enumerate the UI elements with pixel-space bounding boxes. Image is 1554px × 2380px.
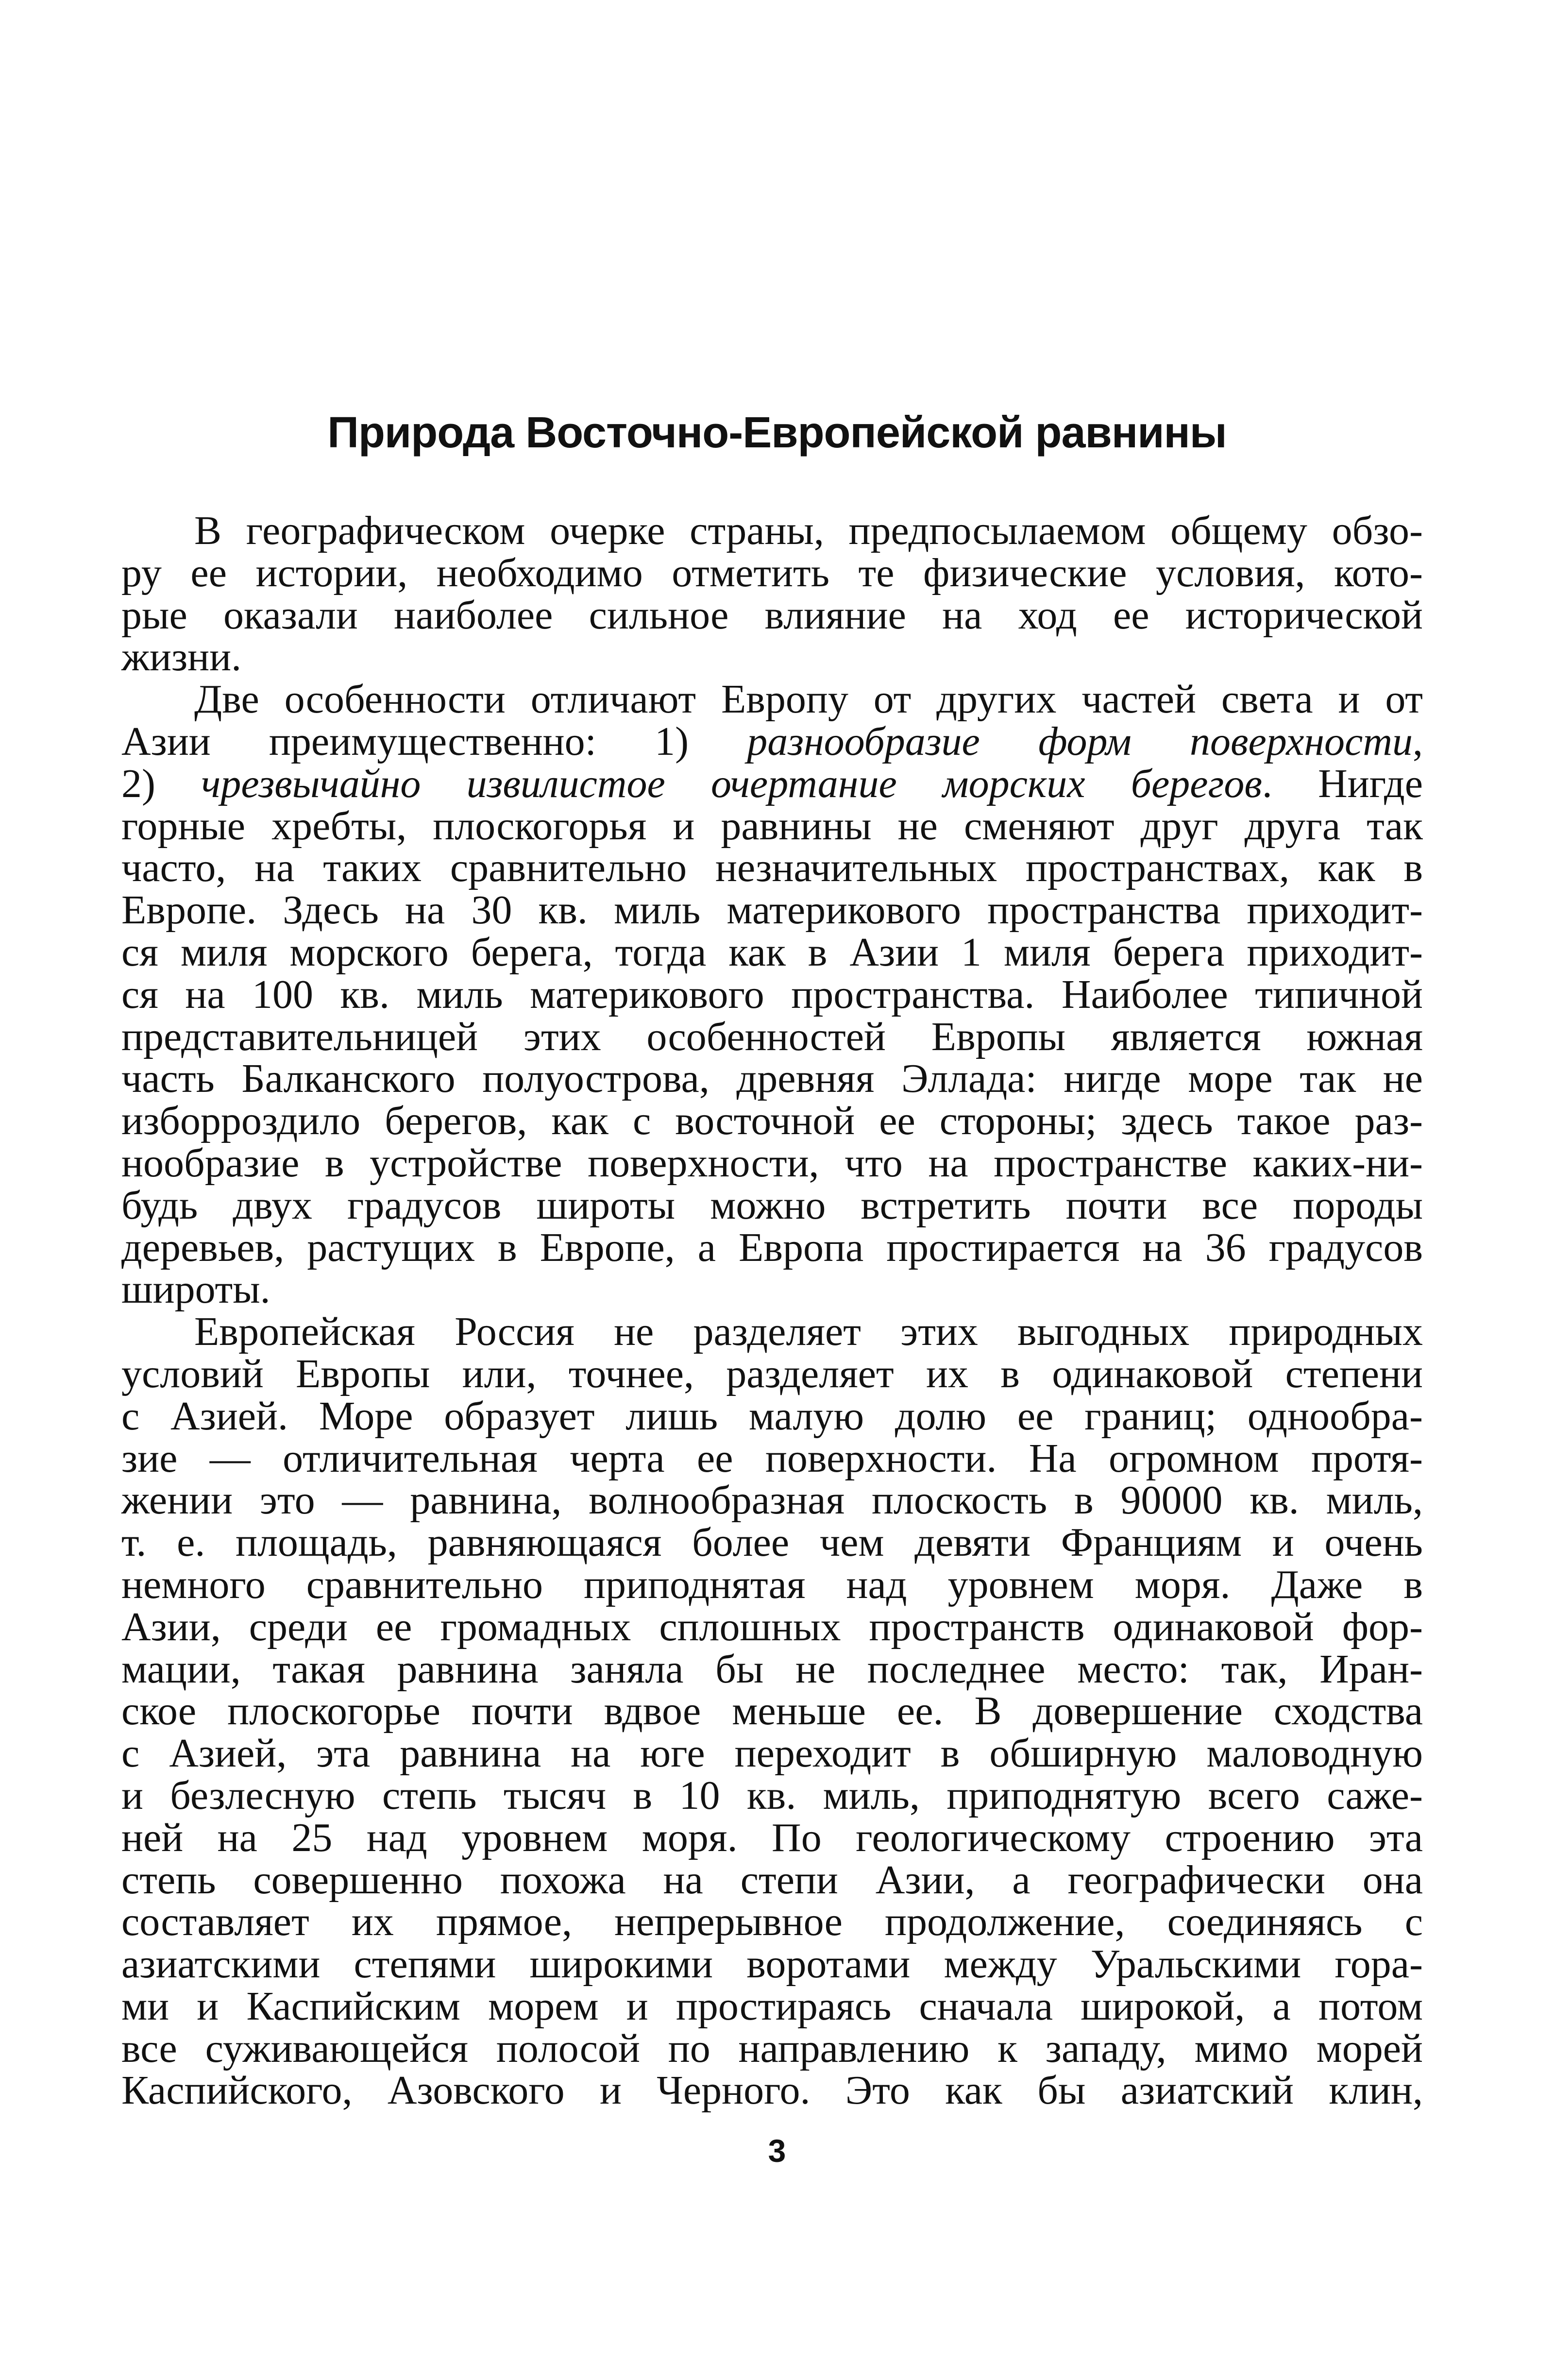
text-line: ское плоскогорье почти вдвое меньше ее. В довершение сходства xyxy=(121,1688,1423,1734)
chapter-title: Природа Восточно-Европейской равнины xyxy=(327,408,1227,457)
text-line: немного сравнительно приподнятая над уровнем моря. Даже в xyxy=(121,1562,1423,1607)
text-line: деревьев, растущих в Европе, а Европа простирается на 36 градусов xyxy=(121,1224,1423,1270)
text-line: мации, такая равнина заняла бы не последнее место: так, Иран- xyxy=(121,1646,1423,1692)
text-line: горные хребты, плоскогорья и равнины не сменяют друг друга так xyxy=(121,803,1423,849)
text-line: жизни. xyxy=(121,634,242,680)
paragraph-3 xyxy=(121,1311,1423,2112)
text-line: ми и Каспийским морем и простираясь сначала широкой, а потом xyxy=(121,1983,1423,2029)
line-end: . Нигде xyxy=(1262,761,1423,806)
text-line: будь двух градусов широты можно встретить почти все породы xyxy=(121,1182,1423,1228)
text-line: и безлесную степь тысяч в 10 кв. миль, приподнятую всего саже- xyxy=(121,1772,1423,1818)
page-number: 3 xyxy=(768,2133,786,2169)
text-line: представительницей этих особенностей Европы является южная xyxy=(121,1014,1423,1059)
text-line: Две особенности отличают Европу от других частей света и от xyxy=(194,677,1423,722)
text-line: ру ее истории, необходимо отметить те физические условия, кото- xyxy=(121,550,1423,595)
text-line: азиатскими степями широкими воротами между Уральскими гора- xyxy=(121,1941,1423,1987)
text-line: ней на 25 над уровнем моря. По геологическому строению эта xyxy=(121,1815,1423,1860)
text-line: широты. xyxy=(121,1267,270,1312)
text-line: часто, на таких сравнительно незначительных пространствах, как в xyxy=(121,845,1423,891)
body-text xyxy=(121,510,1423,2112)
text-line: все суживающейся полосой по направлению к западу, мимо морей xyxy=(121,2025,1423,2071)
text-line-with-italic xyxy=(121,718,1423,764)
text-line: т. е. площадь, равняющаяся более чем девяти Франциям и очень xyxy=(121,1520,1423,1565)
text-line: зие — отличительная черта ее поверхности. На огромном протя- xyxy=(121,1435,1423,1481)
text-line: с Азией, эта равнина на юге переходит в обширную маловодную xyxy=(121,1731,1423,1776)
line-start: Азии преимущественно: 1) xyxy=(121,718,747,764)
text-line: составляет их прямое, непрерывное продолжение, соединяясь с xyxy=(121,1899,1423,1945)
text-line: нообразие в устройстве поверхности, что на пространстве каких-ни- xyxy=(121,1140,1423,1186)
text-line: часть Балканского полуострова, древняя Эллада: нигде море так не xyxy=(121,1056,1423,1102)
italic-phrase-2: чрезвычайно извилистое очертание морских берегов xyxy=(201,761,1262,806)
text-line: степь совершенно похожа на степи Азии, а географически она xyxy=(121,1857,1423,1903)
text-line: условий Европы или, точнее, разделяет их в одинаковой степени xyxy=(121,1351,1423,1396)
paragraph-2 xyxy=(121,679,1423,1311)
text-line: жении это — равнина, волнообразная плоскость в 90000 кв. миль, xyxy=(121,1478,1423,1523)
text-line: Европе. Здесь на 30 кв. миль материкового пространства приходит- xyxy=(121,887,1423,933)
text-line: изборроздило берегов, как с восточной ее стороны; здесь такое раз- xyxy=(121,1098,1423,1144)
text-line: Каспийского, Азовского и Черного. Это как бы азиатский клин, xyxy=(121,2068,1423,2113)
text-line: В географическом очерке страны, предпосылаемом общему обзо- xyxy=(194,508,1423,553)
paragraph-1 xyxy=(121,510,1423,679)
line-start: 2) xyxy=(121,761,202,806)
text-line: рые оказали наиболее сильное влияние на ход ее исторической xyxy=(121,592,1423,638)
italic-phrase-1: разнообразие форм поверхности xyxy=(747,718,1413,764)
text-line: Азии, среди ее громадных сплошных пространств одинаковой фор- xyxy=(121,1604,1423,1649)
text-line: Европейская Россия не разделяет этих выгодных природных xyxy=(194,1309,1423,1355)
text-line: с Азией. Море образует лишь малую долю ее границ; однообра- xyxy=(121,1393,1423,1439)
text-line-with-italic xyxy=(121,763,1423,805)
text-line: ся миля морского берега, тогда как в Азии 1 миля берега приходит- xyxy=(121,929,1423,975)
text-line: ся на 100 кв. миль материкового пространства. Наиболее типичной xyxy=(121,971,1423,1017)
line-end: , xyxy=(1413,718,1423,764)
